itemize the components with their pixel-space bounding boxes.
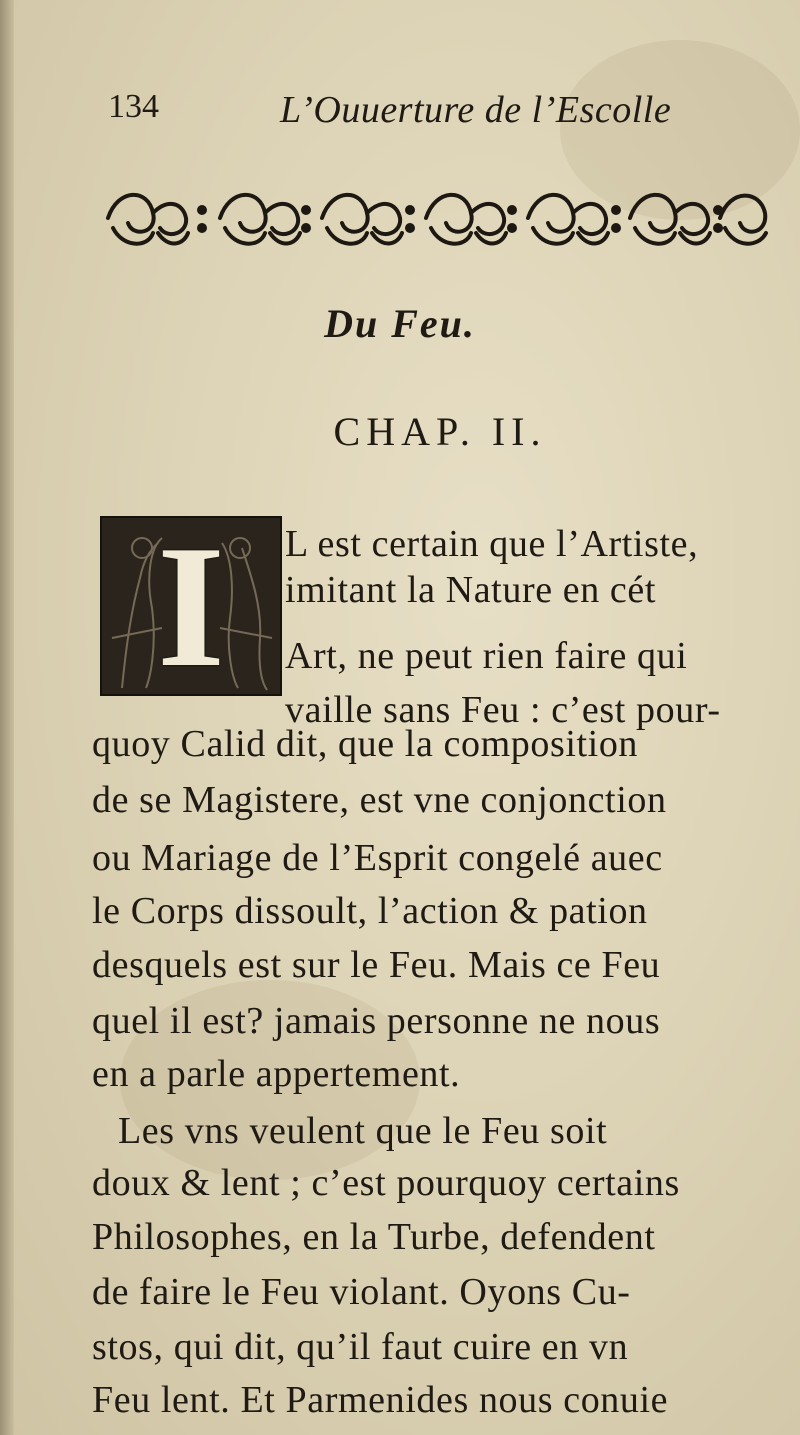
fleuron-ornament	[528, 195, 608, 244]
fleuron-ornament	[630, 195, 710, 244]
fleuron-ornament	[322, 195, 402, 244]
fleuron-ornament	[426, 195, 506, 244]
text-line: vaille sans Feu : c’est pour-	[285, 689, 721, 731]
text-line: le Corps dissoult, l’action & pation	[92, 890, 648, 932]
text-line: de faire le Feu violant. Oyons Cu-	[92, 1271, 631, 1313]
page-binding-edge	[0, 0, 14, 1435]
text-line: Philosophes, en la Turbe, defendent	[92, 1216, 656, 1258]
text-line: stos, qui dit, qu’il faut cuire en vn	[92, 1326, 629, 1368]
fleuron-ornament	[108, 195, 188, 244]
text-line: en a parle appertement.	[92, 1053, 461, 1095]
text-line: imitant la Nature en cét	[285, 569, 657, 611]
section-title: Du Feu.	[324, 301, 476, 346]
fleuron-ornament	[720, 196, 766, 244]
fleuron-ornament	[220, 195, 300, 244]
chapter-heading: CHAP. II.	[333, 409, 547, 454]
text-line: Les vns veulent que le Feu soit	[118, 1110, 608, 1152]
page-number: 134	[108, 88, 159, 125]
text-line: doux & lent ; c’est pourquoy certains	[92, 1162, 680, 1204]
text-line: desquels est sur le Feu. Mais ce Feu	[92, 944, 661, 986]
running-title: L’Ouuerture de l’Escolle	[280, 89, 672, 131]
text-line: quel il est? jamais personne ne nous	[92, 1000, 661, 1042]
text-line: quoy Calid dit, que la composition	[92, 723, 639, 765]
text-line: Feu lent. Et Parmenides nous conuie	[92, 1379, 669, 1421]
drop-cap-initial	[100, 508, 282, 703]
text-line: de se Magistere, est vne conjonction	[92, 779, 667, 821]
text-line: L est certain que l’Artiste,	[285, 523, 699, 565]
text-line: Art, ne peut rien faire qui	[285, 635, 688, 677]
drop-cap-letter: I	[156, 508, 226, 703]
ornament-band	[98, 178, 778, 258]
text-line: ou Mariage de l’Esprit congelé auec	[92, 837, 663, 879]
page-header	[108, 88, 708, 138]
